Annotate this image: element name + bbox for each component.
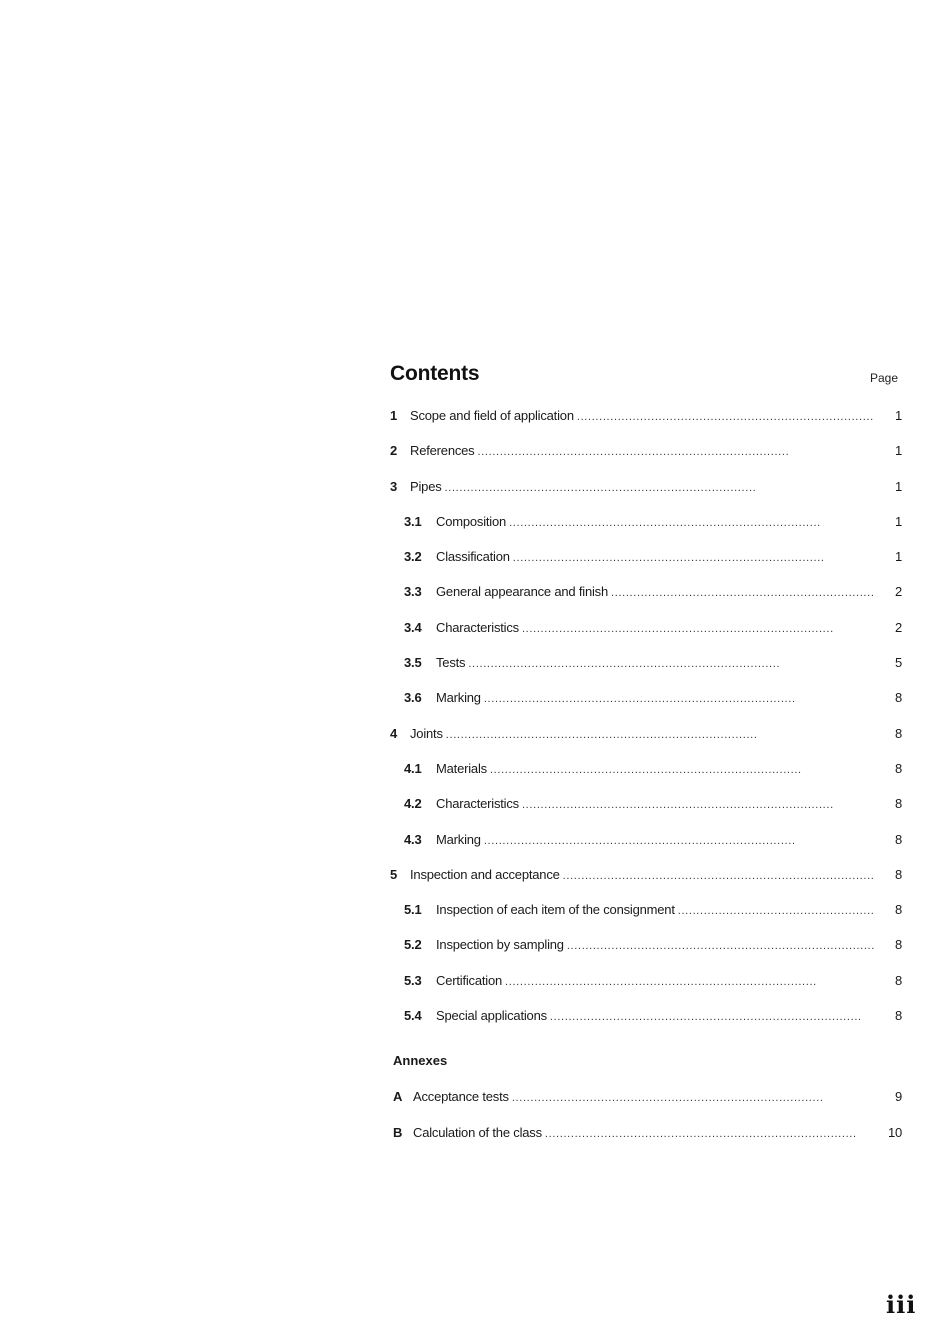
toc-entry-5-4[interactable] — [390, 1008, 902, 1043]
entry-page: 2 — [894, 584, 902, 600]
toc-entry-4[interactable] — [390, 726, 902, 761]
toc-entry-3-4[interactable] — [390, 620, 902, 655]
toc-entry-3-5[interactable] — [390, 655, 902, 690]
dot-leader — [509, 517, 874, 529]
entry-number: 3.1 — [404, 513, 422, 529]
entry-title: Pipes — [410, 478, 442, 494]
entry-title: Marking — [436, 690, 481, 706]
entry-number: 1 — [390, 408, 398, 423]
dot-leader — [446, 729, 874, 741]
toc-entry-3-3[interactable] — [390, 584, 902, 619]
dot-leader — [545, 1128, 874, 1140]
toc-header — [390, 362, 902, 392]
entry-title: Composition — [436, 513, 507, 529]
entry-number: 4.3 — [404, 831, 422, 847]
entry-number: 5.2 — [404, 937, 422, 953]
toc-annex-b[interactable] — [390, 1125, 902, 1160]
entry-title: Scope and field of application — [410, 408, 574, 423]
toc-entry-3[interactable] — [390, 479, 902, 514]
dot-leader — [505, 976, 874, 988]
toc-entry-2[interactable] — [390, 443, 902, 478]
toc-entry-1[interactable] — [390, 408, 902, 443]
entry-title: References — [410, 443, 475, 459]
annex-letter: A — [393, 1089, 403, 1105]
page-column-label: Page — [869, 371, 898, 385]
entry-number: 5.4 — [404, 1008, 422, 1024]
entry-number: 2 — [390, 443, 398, 459]
entry-page: 8 — [894, 796, 902, 812]
toc-entry-3-2[interactable] — [390, 549, 902, 584]
entry-title: Joints — [410, 725, 443, 741]
entry-title: Acceptance tests — [413, 1089, 509, 1105]
toc-entry-5-1[interactable] — [390, 902, 902, 937]
entry-page: 8 — [894, 690, 902, 706]
entry-number: 3.6 — [404, 690, 422, 706]
entry-number: 5 — [390, 866, 398, 882]
annexes-heading: Annexes — [393, 1053, 448, 1069]
entry-page: 2 — [894, 619, 902, 635]
entry-page: 1 — [894, 443, 902, 459]
entry-number: 5.3 — [404, 972, 422, 988]
dot-leader — [563, 870, 874, 882]
dot-leader — [477, 446, 874, 458]
entry-title: General appearance and finish — [436, 584, 608, 600]
table-of-contents — [390, 362, 902, 1160]
entry-title: Marking — [436, 831, 481, 847]
entry-page: 8 — [894, 937, 902, 953]
entry-page: 9 — [894, 1089, 902, 1105]
entry-page: 8 — [894, 972, 902, 988]
entry-title: Calculation of the class — [413, 1124, 542, 1140]
toc-entry-5-2[interactable] — [390, 937, 902, 972]
entry-page: 1 — [894, 478, 902, 494]
entry-number: 5.1 — [404, 902, 422, 918]
toc-entry-5-3[interactable] — [390, 973, 902, 1008]
dot-leader — [512, 1092, 874, 1104]
dot-leader — [513, 552, 874, 564]
entry-title: Special applications — [436, 1008, 547, 1024]
entry-number: 3.5 — [404, 655, 422, 671]
entry-page: 10 — [887, 1124, 902, 1140]
entry-page: 8 — [894, 831, 902, 847]
entry-page: 1 — [894, 408, 902, 423]
entry-number: 3.2 — [404, 549, 422, 565]
dot-leader — [522, 623, 874, 635]
dot-leader — [484, 835, 874, 847]
entry-number: 4.1 — [404, 760, 422, 776]
entry-title: Certification — [436, 972, 503, 988]
entry-number: 4.2 — [404, 796, 422, 812]
entry-number: 3.3 — [404, 584, 422, 600]
dot-leader — [468, 658, 874, 670]
toc-entry-4-2[interactable] — [390, 796, 902, 831]
toc-entry-4-3[interactable] — [390, 832, 902, 867]
entry-page: 8 — [894, 902, 902, 918]
entry-title: Inspection and acceptance — [410, 866, 560, 882]
entry-title: Materials — [436, 760, 487, 776]
entry-title: Inspection of each item of the consignment — [436, 902, 675, 918]
entry-number: 3 — [390, 478, 398, 494]
toc-entry-3-6[interactable] — [390, 690, 902, 725]
dot-leader — [577, 411, 874, 423]
entry-page: 1 — [894, 549, 902, 565]
toc-entry-4-1[interactable] — [390, 761, 902, 796]
dot-leader — [522, 799, 874, 811]
entry-title: Characteristics — [436, 619, 519, 635]
dot-leader — [484, 693, 874, 705]
entry-page: 8 — [894, 725, 902, 741]
entry-title: Inspection by sampling — [436, 937, 564, 953]
entry-page: 8 — [894, 1008, 902, 1024]
dot-leader — [567, 940, 874, 952]
entry-page: 8 — [894, 760, 902, 776]
entry-page: 5 — [894, 655, 902, 671]
entry-number: 4 — [390, 725, 398, 741]
entry-page: 1 — [894, 513, 902, 529]
dot-leader — [445, 482, 874, 494]
entry-page: 8 — [894, 866, 902, 882]
entry-title: Tests — [436, 655, 466, 671]
dot-leader — [678, 905, 874, 917]
annex-letter: B — [393, 1124, 403, 1140]
page-title: Contents — [390, 362, 480, 385]
dot-leader — [490, 764, 874, 776]
entry-number: 3.4 — [404, 619, 422, 635]
toc-annex-a[interactable] — [390, 1089, 902, 1124]
entry-title: Characteristics — [436, 796, 519, 812]
entry-title: Classification — [436, 549, 510, 565]
dot-leader — [611, 587, 874, 599]
toc-entry-3-1[interactable] — [390, 514, 902, 549]
page-number: iii — [886, 1290, 917, 1319]
dot-leader — [550, 1011, 874, 1023]
toc-entry-5[interactable] — [390, 867, 902, 902]
